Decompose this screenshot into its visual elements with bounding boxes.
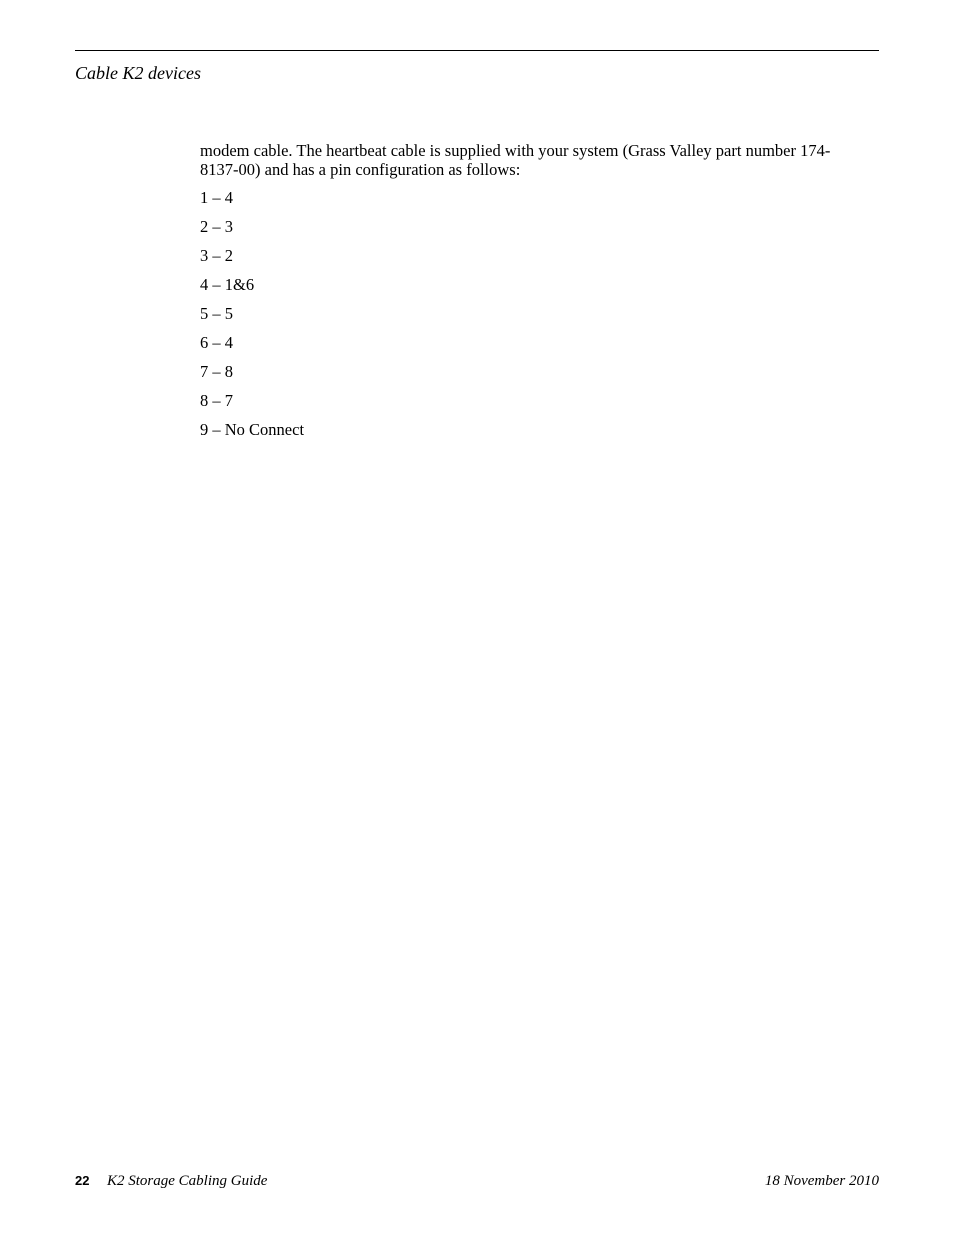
document-date: 18 November 2010 (764, 1173, 879, 1189)
section-title: Cable K2 devices (75, 63, 201, 83)
pin-mapping-item: 2 – 3 (200, 217, 233, 236)
page-footer (75, 1171, 879, 1191)
pin-mapping-item: 9 – No Connect (200, 420, 305, 439)
pin-mapping-item: 1 – 4 (200, 188, 233, 207)
intro-paragraph: modem cable. The heartbeat cable is supplied with your system (Grass Valley part number 174-8137-00) and has a pin configuration as follows: (200, 141, 831, 179)
pin-mapping-item: 6 – 4 (200, 333, 233, 352)
pin-mapping-item: 4 – 1&6 (200, 275, 255, 294)
pin-mapping-item: 3 – 2 (200, 246, 233, 265)
main-content (200, 141, 840, 449)
page-number: 22 (75, 1173, 90, 1188)
pin-mapping-item: 7 – 8 (200, 362, 233, 381)
pin-mapping-item: 8 – 7 (200, 391, 233, 410)
document-title: K2 Storage Cabling Guide (107, 1173, 268, 1189)
pin-configuration-list (200, 188, 840, 439)
pin-mapping-item: 5 – 5 (200, 304, 233, 323)
header-rule (75, 50, 879, 51)
